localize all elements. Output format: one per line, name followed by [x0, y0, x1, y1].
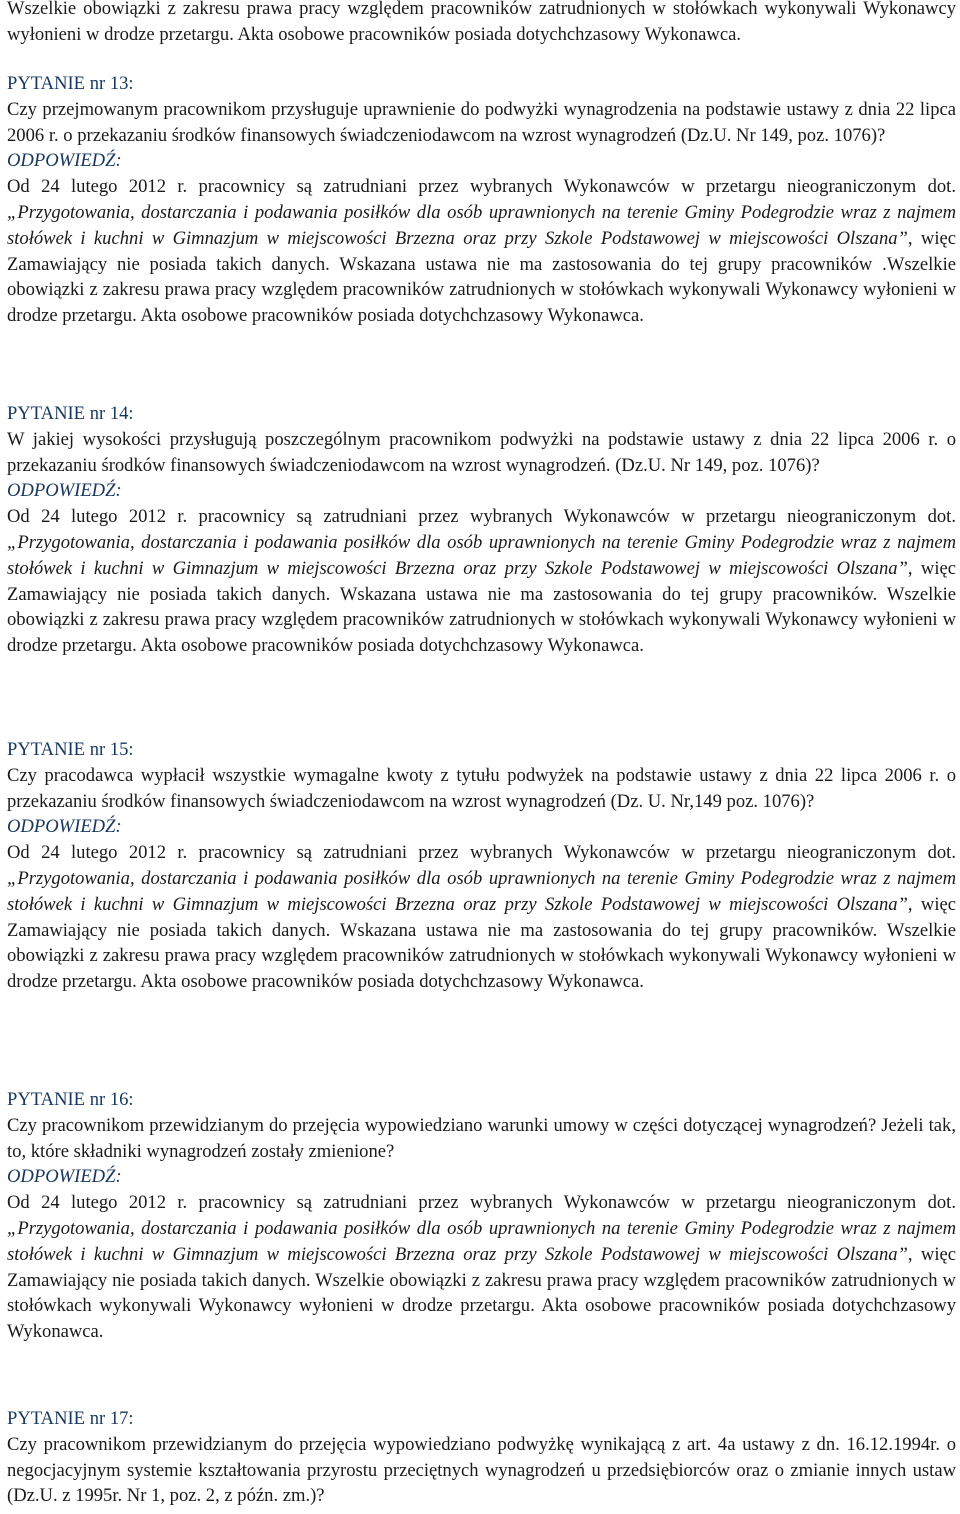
answer-part-a: Od 24 lutego 2012 r. pracownicy są zatrudniani przez wybranych Wykonawców w przetargu nieograniczonym dot.	[7, 176, 956, 198]
intro-paragraph	[7, 0, 956, 48]
answer-part-a: Od 24 lutego 2012 r. pracownicy są zatrudniani przez wybranych Wykonawców w przetargu nieograniczonym dot.	[7, 842, 956, 864]
question-text: Czy pracodawca wypłacił wszystkie wymagalne kwoty z tytułu podwyżek na podstawie ustawy z dnia 22 lipca 2006 r. o przekazaniu środków finansowych świadczeniodawcom na wzrost wynagrodzeń (Dz. U. Nr,149 poz. 1076)?	[7, 764, 956, 812]
answer-label: ODPOWIEDŹ:	[7, 1166, 122, 1188]
question-text: Czy pracownikom przewidzianym do przejęcia wypowiedziano podwyżkę wynikającą z art. 4a ustawy z dn. 16.12.1994r. o negocjacyjnym systemie kształtowania przyrostu przeciętnych wynagrodzeń u przedsiębiorców oraz o zmianie innych ustaw (Dz.U. z 1995r. Nr 1, poz. 2, z późn. zm.)?	[7, 1433, 956, 1507]
question-heading: PYTANIE nr 15:	[7, 739, 134, 760]
question-text: Czy przejmowanym pracownikom przysługuje uprawnienie do podwyżki wynagrodzenia na podstawie ustawy z dnia 22 lipca 2006 r. o przekazaniu środków finansowych świadczeniodawcom na wzrost wynagrodzeń (Dz.U. Nr 149, poz. 1076)?	[7, 98, 956, 146]
tender-title: „Przygotowania, dostarczania i podawania posiłków dla osób uprawnionych na terenie Gminy Podegrodzie wraz z najmem stołówek i kuchni w Gimnazjum w miejscowości Brzezna oraz przy Szkole Podstawowej w miejscowości Olszana”	[7, 531, 956, 579]
answer-text	[7, 174, 956, 329]
tender-title: „Przygotowania, dostarczania i podawania posiłków dla osób uprawnionych na terenie Gminy Podegrodzie wraz z najmem stołówek i kuchni w Gimnazjum w miejscowości Brzezna oraz przy Szkole Podstawowej w miejscowości Olszana”	[7, 1217, 956, 1265]
tender-title: „Przygotowania, dostarczania i podawania posiłków dla osób uprawnionych na terenie Gminy Podegrodzie wraz z najmem stołówek i kuchni w Gimnazjum w miejscowości Brzezna oraz przy Szkole Podstawowej w miejscowości Olszana”	[7, 201, 956, 249]
answer-label: ODPOWIEDŹ:	[7, 150, 122, 172]
question-heading: PYTANIE nr 13:	[7, 73, 134, 94]
question-section-17	[7, 1406, 956, 1509]
question-text: Czy pracownikom przewidzianym do przejęcia wypowiedziano warunki umowy w części dotyczącej wynagrodzeń? Jeżeli tak, to, które składniki wynagrodzeń zostały zmienione?	[7, 1114, 956, 1162]
answer-part-a: Od 24 lutego 2012 r. pracownicy są zatrudniani przez wybranych Wykonawców w przetargu nieograniczonym dot.	[7, 1192, 956, 1214]
question-text: W jakiej wysokości przysługują poszczególnym pracownikom podwyżki na podstawie ustawy z dnia 22 lipca 2006 r. o przekazaniu środków finansowych świadczeniodawcom na wzrost wynagrodzeń. (Dz.U. Nr 149, poz. 1076)?	[7, 428, 956, 476]
answer-part-b: , więc Zamawiający nie posiada takich danych. Wskazana ustawa nie ma zastosowania do tej grupy pracowników. Wszelkie obowiązki z zakresu prawa pracy względem pracowników zatrudnionych w stołówkach wykonywali Wykonawcy wyłonieni w drodze przetargu. Akta osobowe pracowników posiada dotychchzasowy Wykonawca.	[7, 557, 957, 657]
answer-part-a: Od 24 lutego 2012 r. pracownicy są zatrudniani przez wybranych Wykonawców w przetargu nieograniczonym dot.	[7, 506, 956, 528]
answer-part-b: , więc Zamawiający nie posiada takich danych. Wskazana ustawa nie ma zastosowania do tej grupy pracowników. Wszelkie obowiązki z zakresu prawa pracy względem pracowników zatrudnionych w stołówkach wykonywali Wykonawcy wyłonieni w drodze przetargu. Akta osobowe pracowników posiada dotychchzasowy Wykonawca.	[7, 893, 957, 993]
question-section-14	[7, 401, 956, 659]
answer-text	[7, 840, 956, 995]
answer-label: ODPOWIEDŹ:	[7, 480, 122, 502]
question-section-15	[7, 737, 956, 995]
intro-text: Wszelkie obowiązki z zakresu prawa pracy względem pracowników zatrudnionych w stołówkach wykonywali Wykonawcy wyłonieni w drodze przetargu. Akta osobowe pracowników posiada dotychchzasowy Wykonawca.	[7, 0, 956, 45]
tender-title: „Przygotowania, dostarczania i podawania posiłków dla osób uprawnionych na terenie Gminy Podegrodzie wraz z najmem stołówek i kuchni w Gimnazjum w miejscowości Brzezna oraz przy Szkole Podstawowej w miejscowości Olszana”	[7, 867, 956, 915]
question-heading: PYTANIE nr 17:	[7, 1408, 134, 1429]
question-section-13	[7, 71, 956, 329]
question-heading: PYTANIE nr 14:	[7, 403, 134, 424]
answer-text	[7, 1190, 956, 1345]
answer-part-b: , więc Zamawiający nie posiada takich danych. Wszelkie obowiązki z zakresu prawa pracy względem pracowników zatrudnionych w stołówkach wykonywali Wykonawcy wyłonieni w drodze przetargu. Akta osobowe pracowników posiada dotychchzasowy Wykonawca.	[7, 1243, 957, 1343]
question-section-16	[7, 1087, 956, 1345]
answer-part-b: , więc Zamawiający nie posiada takich danych. Wskazana ustawa nie ma zastosowania do tej grupy pracowników .Wszelkie obowiązki z zakresu prawa pracy względem pracowników zatrudnionych w stołówkach wykonywali Wykonawcy wyłonieni w drodze przetargu. Akta osobowe pracowników posiada dotychchzasowy Wykonawca.	[7, 227, 957, 327]
answer-label: ODPOWIEDŹ:	[7, 816, 122, 838]
question-heading: PYTANIE nr 16:	[7, 1089, 134, 1110]
answer-text	[7, 504, 956, 659]
